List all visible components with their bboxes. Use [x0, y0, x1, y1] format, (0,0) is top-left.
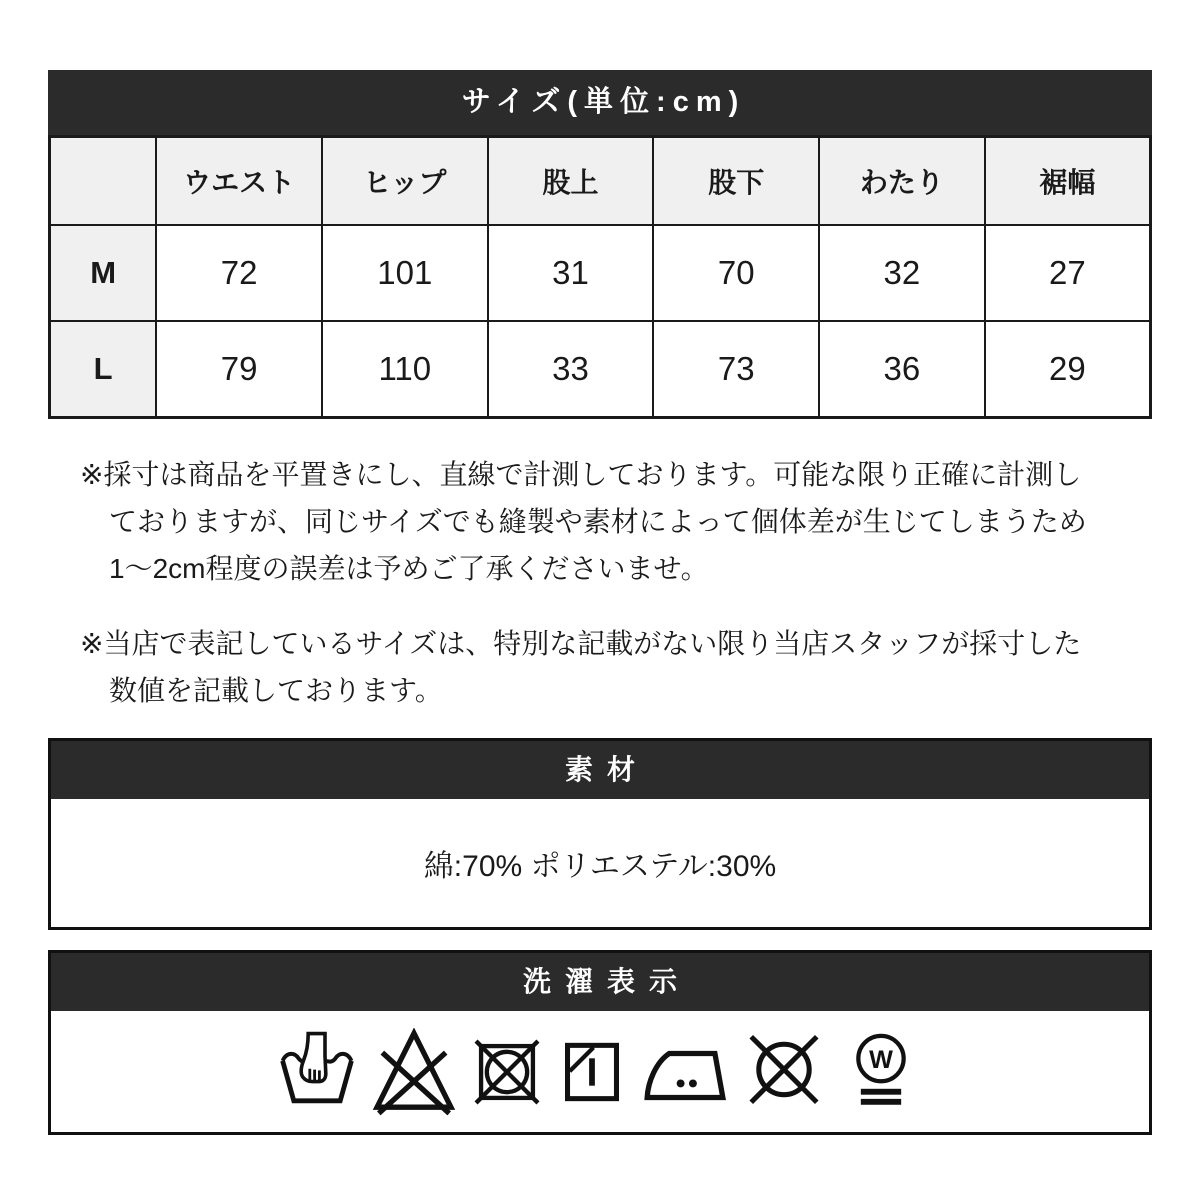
- table-row-size-m: [50, 225, 1151, 321]
- row-label-m: M: [50, 225, 157, 321]
- column-header-rise: 股上: [488, 137, 654, 226]
- cell-l-inseam: 73: [653, 321, 819, 418]
- row-label-l: L: [50, 321, 157, 418]
- note-line: 1〜2cm程度の誤差は予めご了承くださいませ。: [109, 553, 709, 584]
- cell-m-waist: 72: [156, 225, 322, 321]
- cell-l-thigh: 36: [819, 321, 985, 418]
- laundry-section: [48, 950, 1152, 1135]
- cell-l-hem: 29: [985, 321, 1151, 418]
- size-table: [48, 135, 1152, 419]
- column-header-inseam: 股下: [653, 137, 819, 226]
- column-header-waist: ウエスト: [156, 137, 322, 226]
- corner-cell: [50, 137, 157, 226]
- cell-m-inseam: 70: [653, 225, 819, 321]
- laundry-icons-row: [51, 1011, 1149, 1132]
- do-not-bleach-icon: [370, 1028, 458, 1116]
- size-notation-note: [80, 620, 1152, 714]
- material-value: 綿:70% ポリエステル:30%: [51, 799, 1149, 927]
- cell-m-hip: 101: [322, 225, 488, 321]
- column-header-thigh: わたり: [819, 137, 985, 226]
- table-row-size-l: [50, 321, 1151, 418]
- iron-medium-heat-icon: [641, 1028, 729, 1116]
- material-section: [48, 738, 1152, 930]
- note-line: 数値を記載しております。: [109, 675, 443, 706]
- line-dry-in-shade-icon: [556, 1033, 628, 1111]
- size-table-header-row: [50, 137, 1151, 226]
- cell-l-hip: 110: [322, 321, 488, 418]
- hand-wash-icon: [277, 1030, 357, 1114]
- cell-m-rise: 31: [488, 225, 654, 321]
- material-title: 素材: [51, 741, 1149, 799]
- note-line: ※採寸は商品を平置きにし、直線で計測しております。可能な限り正確に計測し: [80, 459, 1082, 490]
- column-header-hem: 裾幅: [985, 137, 1151, 226]
- do-not-dry-clean-icon: [742, 1030, 826, 1114]
- do-not-tumble-dry-icon: [471, 1036, 543, 1108]
- cell-l-rise: 33: [488, 321, 654, 418]
- size-table-title: サイズ(単位:cm): [48, 70, 1152, 135]
- cell-l-waist: 79: [156, 321, 322, 418]
- note-line: ておりますが、同じサイズでも縫製や素材によって個体差が生じてしまうため: [109, 506, 1087, 537]
- column-header-hip: ヒップ: [322, 137, 488, 226]
- wet-clean-gentle-icon: [839, 1028, 923, 1116]
- laundry-title: 洗濯表示: [51, 953, 1149, 1011]
- measurement-note: [80, 451, 1152, 592]
- wet-clean-letter: W: [869, 1045, 893, 1074]
- note-line: ※当店で表記しているサイズは、特別な記載がない限り当店スタッフが採寸した: [80, 628, 1082, 659]
- cell-m-thigh: 32: [819, 225, 985, 321]
- cell-m-hem: 27: [985, 225, 1151, 321]
